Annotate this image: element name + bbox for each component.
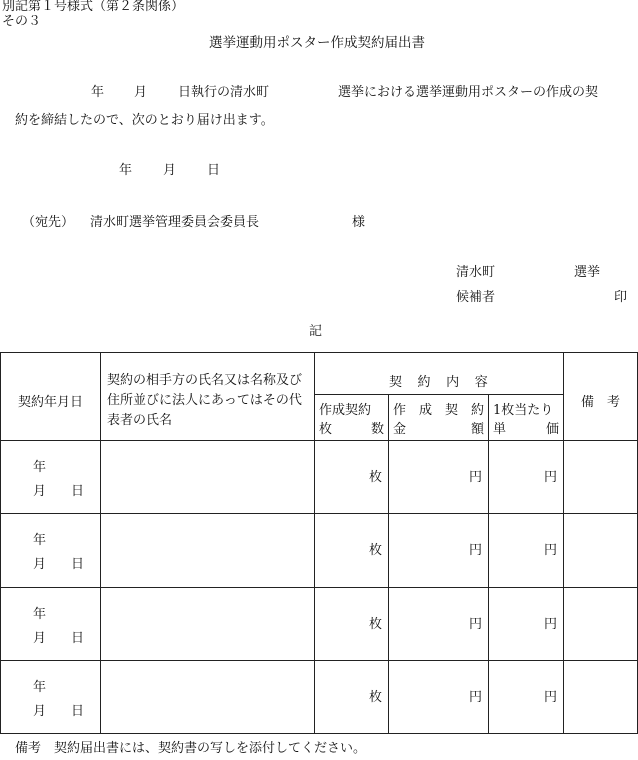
contract-date-cell[interactable] [1, 660, 101, 733]
unit-price-cell[interactable] [489, 441, 564, 514]
amount-header-char4: 約 [470, 403, 484, 419]
sheets-unit: 枚 [368, 689, 382, 705]
election-month: 月 [134, 85, 148, 100]
election-text: 選挙における選挙運動用ポスターの作成の契 [338, 85, 599, 100]
quantity-header-cell [315, 395, 389, 441]
amount-cell[interactable] [389, 441, 489, 514]
unit-price-cell[interactable] [489, 660, 564, 733]
addressee-honorific: 様 [352, 215, 366, 230]
price-unit: 円 [544, 470, 558, 486]
party-cell[interactable] [101, 441, 315, 514]
quantity-header-line2b: 数 [370, 422, 384, 438]
remarks-cell[interactable] [564, 441, 638, 514]
contract-date-cell[interactable] [1, 441, 101, 514]
submission-month: 月 [163, 163, 177, 178]
row-day-label: 日 [71, 630, 85, 646]
amount-cell[interactable] [389, 514, 489, 587]
unit-price-header-line2b: 価 [546, 422, 560, 438]
amount-header-char3: 契 [444, 403, 458, 419]
footer-note-label: 備考 [15, 741, 42, 756]
row-month-label: 月 [33, 703, 47, 719]
sheets-unit: 枚 [368, 470, 382, 486]
row-month-label: 月 [33, 557, 47, 573]
amount-unit: 円 [468, 616, 482, 632]
amount-cell[interactable] [389, 660, 489, 733]
election-day-prefix: 日執行の清水町 [178, 85, 270, 100]
price-unit: 円 [544, 616, 558, 632]
contract-contents-header-cell [315, 353, 564, 395]
submission-year: 年 [119, 163, 133, 178]
party-cell[interactable] [101, 514, 315, 587]
election-year: 年 [91, 85, 105, 100]
quantity-cell[interactable] [315, 441, 389, 514]
quantity-cell[interactable] [315, 587, 389, 660]
unit-price-header-cell [489, 395, 564, 441]
footer-note-text: 契約届出書には、契約書の写しを添付してください。 [54, 741, 367, 756]
sender-town: 清水町 [456, 265, 496, 280]
remarks-header-cell [564, 353, 638, 441]
party-header-cell [101, 353, 315, 441]
quantity-cell[interactable] [315, 514, 389, 587]
submission-day: 日 [207, 163, 221, 178]
body-line-2: 約を締結したので、次のとおり届け出ます。 [15, 113, 274, 128]
contract-date-cell[interactable] [1, 587, 101, 660]
row-year-label: 年 [33, 606, 47, 622]
contract-table [0, 352, 638, 734]
quantity-header-line2a: 枚 [319, 422, 333, 438]
quantity-cell[interactable] [315, 660, 389, 733]
unit-price-cell[interactable] [489, 514, 564, 587]
row-year-label: 年 [33, 460, 47, 476]
remarks-header: 備 考 [581, 395, 621, 410]
row-month-label: 月 [33, 484, 47, 500]
row-month-label: 月 [33, 630, 47, 646]
amount-header-char2: 成 [418, 403, 432, 419]
seal-mark: 印 [614, 290, 628, 305]
party-cell[interactable] [101, 587, 315, 660]
amount-header-char1: 作 [393, 403, 407, 419]
contract-date-header: 契約年月日 [17, 395, 83, 410]
quantity-header-line1: 作成契約 [319, 403, 372, 419]
party-header: 契約の相手方の氏名又は名称及び住所並びに法人にあってはその代表者の氏名 [107, 373, 303, 428]
table-row [1, 514, 638, 587]
amount-unit: 円 [468, 470, 482, 486]
row-day-label: 日 [71, 484, 85, 500]
contract-contents-header: 契 約 内 容 [388, 375, 490, 390]
ki-heading: 記 [309, 324, 323, 339]
form-number: 別記第１号様式（第２条関係） [2, 0, 185, 14]
sheets-unit: 枚 [368, 616, 382, 632]
addressee-name: 清水町選挙管理委員会委員長 [90, 215, 260, 230]
amount-header-line2b: 額 [470, 422, 484, 438]
remarks-cell[interactable] [564, 660, 638, 733]
contract-date-cell[interactable] [1, 514, 101, 587]
addressee-prefix: （宛先） [22, 215, 75, 230]
price-unit: 円 [544, 689, 558, 705]
row-day-label: 日 [71, 557, 85, 573]
amount-cell[interactable] [389, 587, 489, 660]
table-row [1, 441, 638, 514]
row-day-label: 日 [71, 703, 85, 719]
unit-price-header-line2a: 単 [493, 422, 507, 438]
contract-date-header-cell [1, 353, 101, 441]
row-year-label: 年 [33, 533, 47, 549]
amount-unit: 円 [468, 689, 482, 705]
amount-header-line2a: 金 [393, 422, 407, 438]
form-sub-number: その３ [2, 14, 42, 29]
table-row [1, 587, 638, 660]
price-unit: 円 [544, 543, 558, 559]
unit-price-header-line1: 1枚当たり [493, 403, 554, 419]
unit-price-cell[interactable] [489, 587, 564, 660]
amount-unit: 円 [468, 543, 482, 559]
table-row [1, 660, 638, 733]
row-year-label: 年 [33, 679, 47, 695]
remarks-cell[interactable] [564, 587, 638, 660]
sender-election: 選挙 [574, 265, 601, 280]
amount-header-cell [389, 395, 489, 441]
document-title: 選挙運動用ポスター作成契約届出書 [209, 35, 425, 51]
remarks-cell[interactable] [564, 514, 638, 587]
sheets-unit: 枚 [368, 543, 382, 559]
party-cell[interactable] [101, 660, 315, 733]
sender-candidate-label: 候補者 [456, 290, 496, 305]
